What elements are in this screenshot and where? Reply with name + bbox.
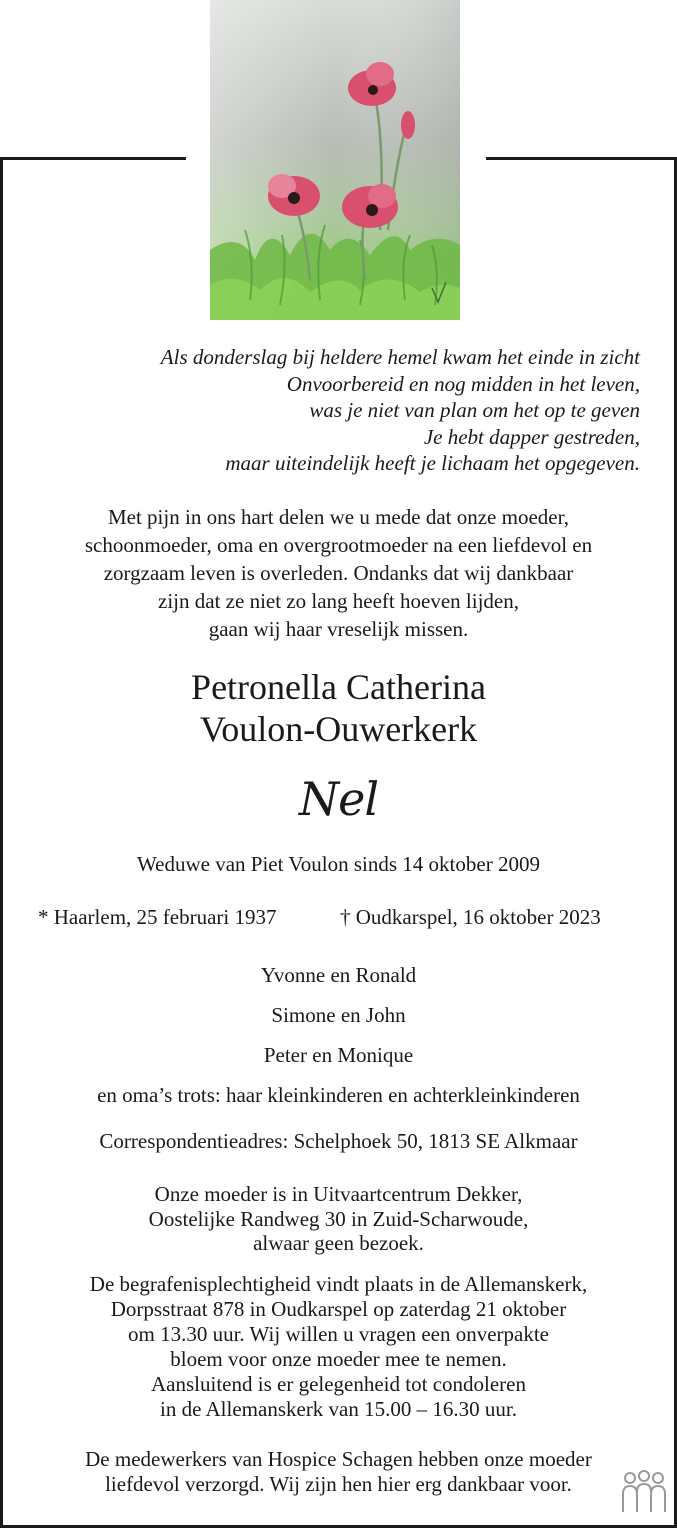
funeral-home-info [20,1182,657,1256]
announcement-line: gaan wij haar vreselijk missen. [208,617,469,641]
family-member: Simone en John [271,1003,406,1027]
family-member: en oma’s trots: haar kleinkinderen en achterkleinkinderen [97,1083,580,1107]
frame-left [0,157,3,1528]
name-last: Voulon-Ouwerkerk [199,709,478,749]
announcement-line: zorgzaam leven is overleden. Ondanks dat wij dankbaar [103,561,574,585]
family-member: Peter en Monique [263,1043,414,1067]
info-line: De medewerkers van Hospice Schagen hebben onze moeder [85,1447,592,1471]
family-list [20,955,657,1115]
birth-date: * Haarlem, 25 februari 1937 [38,905,277,929]
family-member: Yvonne en Ronald [260,963,417,987]
info-line: De begrafenisplechtigheid vindt plaats in de Allemanskerk, [89,1272,588,1296]
hospice-people-icon [620,1470,668,1514]
info-line: liefdevol verzorgd. Wij zijn hen hier erg dankbaar voor. [105,1472,572,1496]
deceased-name [20,666,657,750]
poem-line: maar uiteindelijk heeft je lichaam het opgegeven. [225,451,640,475]
correspondence-address: Correspondentieadres: Schelphoek 50, 1813 SE Alkmaar [99,1129,578,1153]
poem-line: was je niet van plan om het op te geven [309,398,640,422]
poem [60,344,640,477]
announcement-line: Met pijn in ons hart delen we u mede dat onze moeder, [107,505,569,529]
widow-of: Weduwe van Piet Voulon sinds 14 oktober 2009 [137,852,540,876]
frame-top-left [0,157,186,160]
info-line: Aansluitend is er gelegenheid tot condoleren [151,1372,526,1396]
info-line: Oostelijke Randweg 30 in Zuid-Scharwoude, [148,1206,529,1231]
announcement-line: zijn dat ze niet zo lang heeft hoeven lijden, [158,589,519,613]
poem-line: Onvoorbereid en nog midden in het leven, [286,371,640,396]
poppy-painting [210,0,460,320]
info-line: Dorpsstraat 878 in Oudkarspel op zaterdag 21 oktober [110,1297,567,1321]
info-line: Onze moeder is in Uitvaartcentrum Dekker, [154,1182,523,1206]
poem-line: Als donderslag bij heldere hemel kwam het einde in zicht [160,345,640,369]
name-first: Petronella Catherina [191,667,486,707]
info-line: om 13.30 uur. Wij willen u vragen een onverpakte [128,1322,549,1346]
ceremony-info [20,1272,657,1422]
info-line: bloem voor onze moeder mee te nemen. [170,1347,507,1371]
info-line: in de Allemanskerk van 15.00 – 16.30 uur. [160,1397,517,1421]
death-date: † Oudkarspel, 16 oktober 2023 [340,905,601,929]
nickname: Nel [298,772,379,826]
info-line: alwaar geen bezoek. [253,1231,424,1255]
announcement-text [20,503,657,643]
poem-line: Je hebt dapper gestreden, [423,424,640,449]
frame-top-right [486,157,677,160]
announcement-line: schoonmoeder, oma en overgrootmoeder na een liefdevol en [84,533,593,557]
hospice-thanks [20,1447,657,1497]
